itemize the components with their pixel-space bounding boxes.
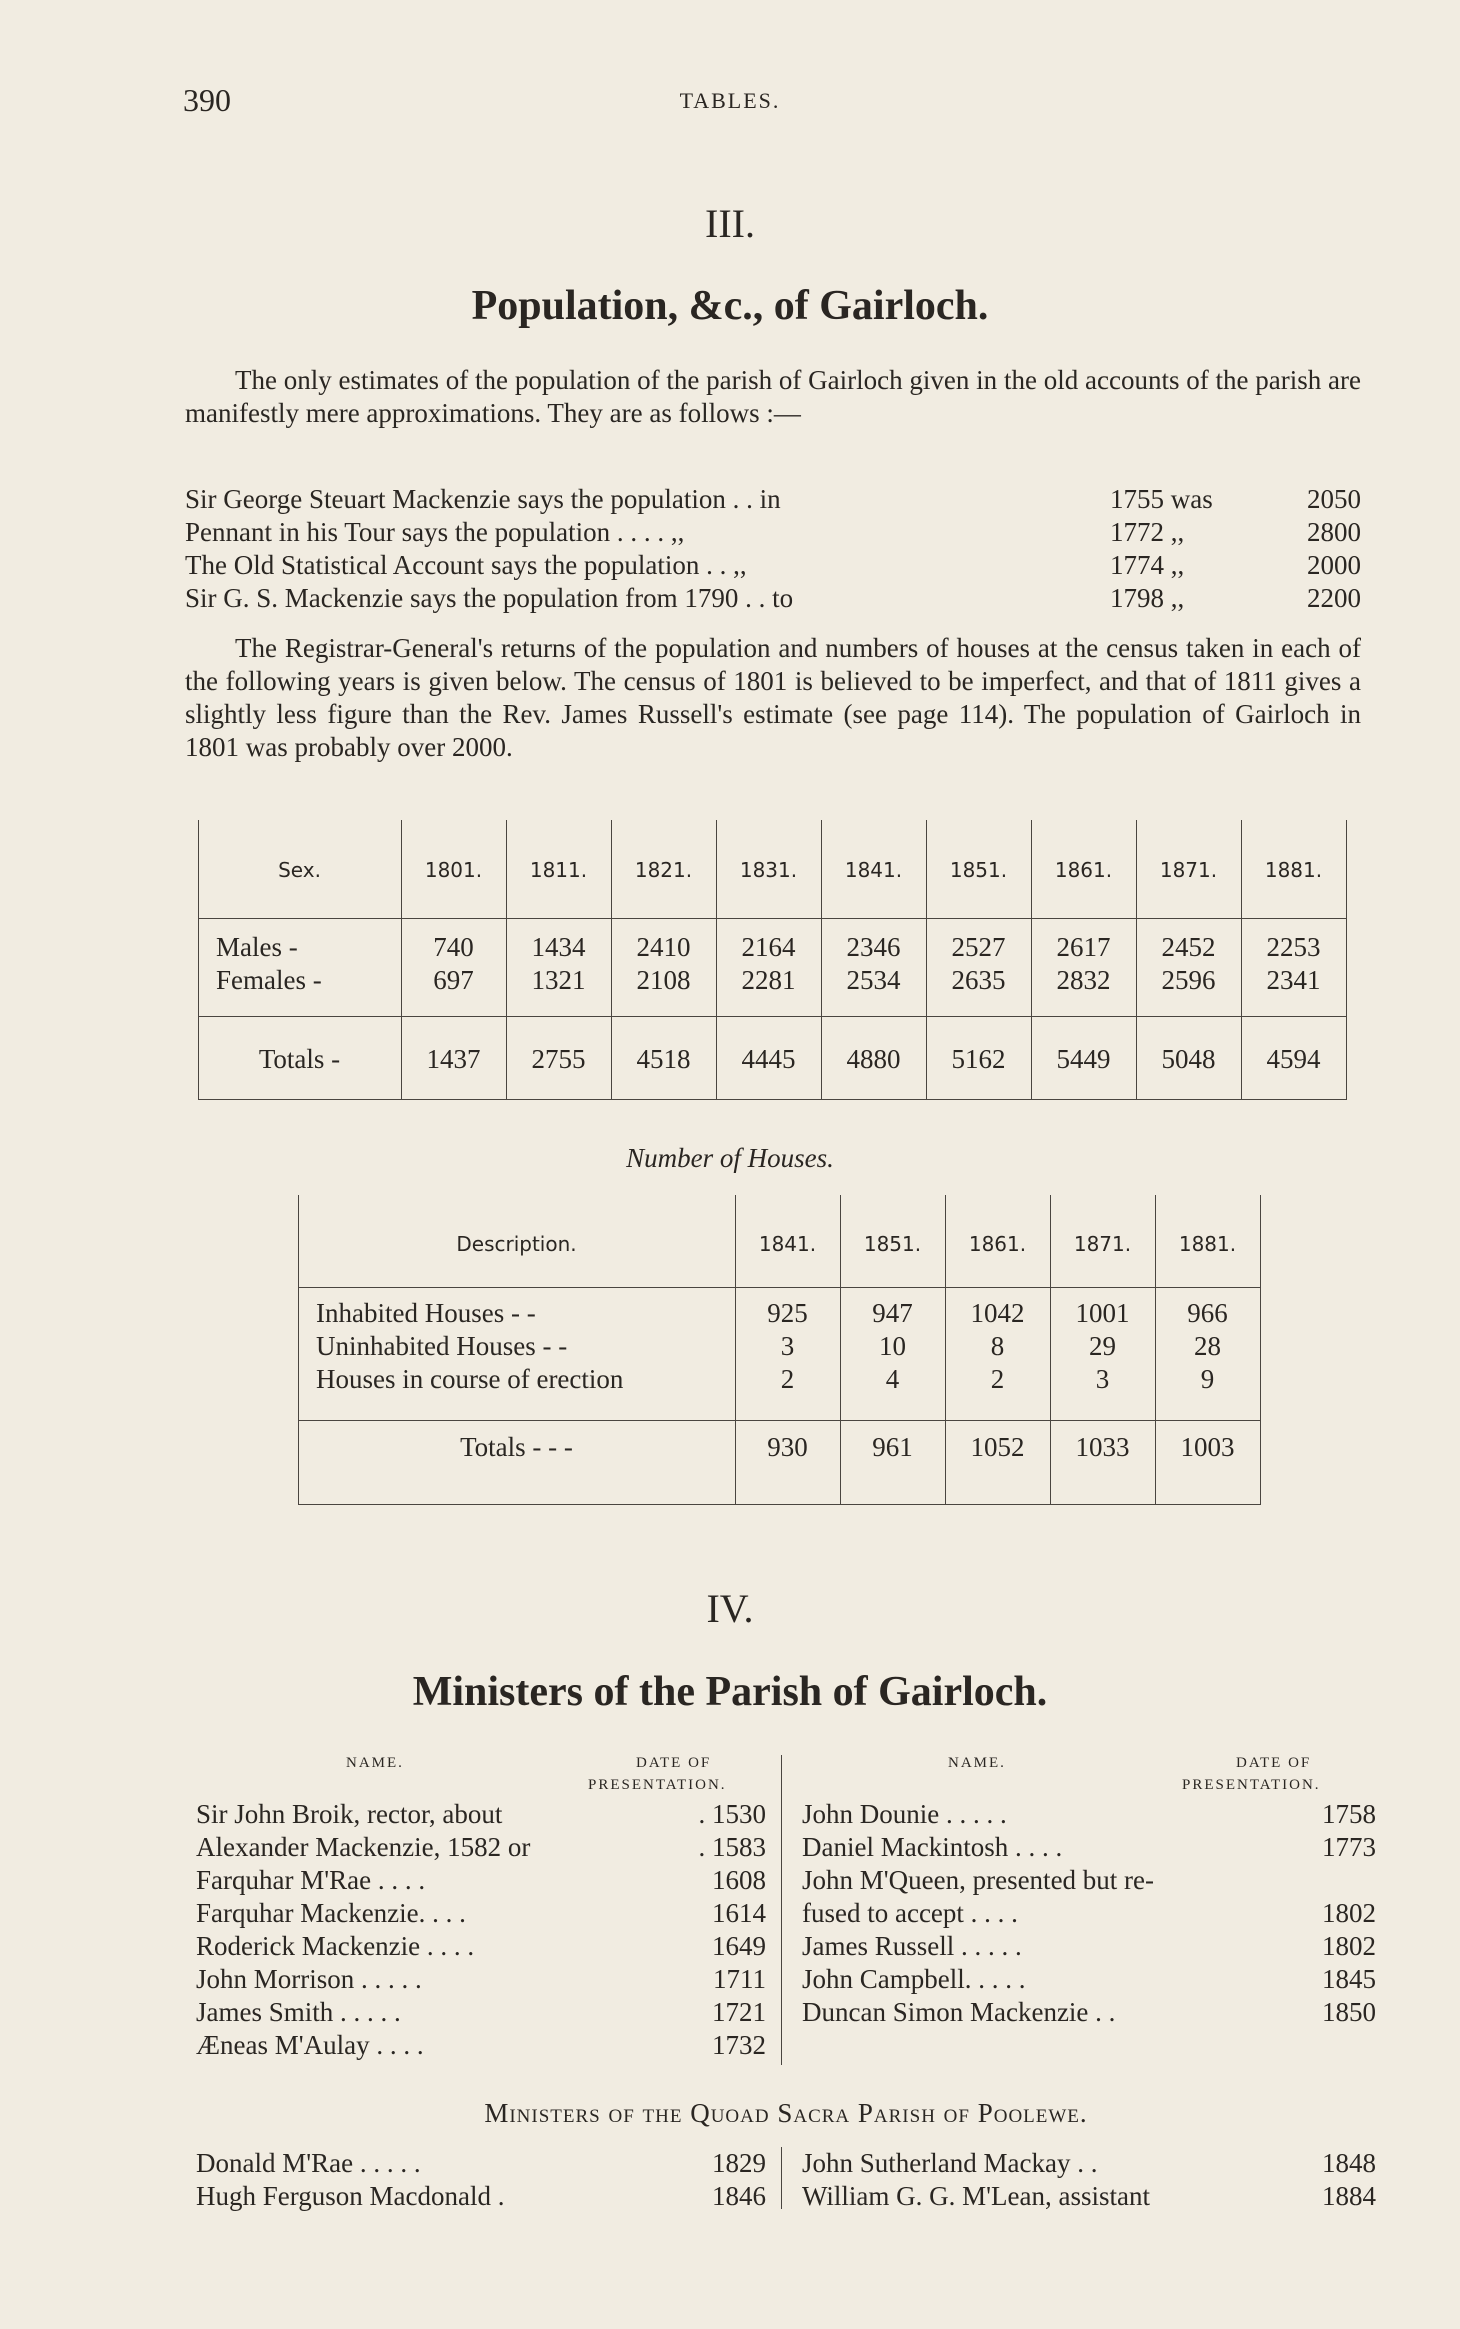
- minister-entry: [196, 1964, 766, 1997]
- table-cell: 2635: [951, 965, 1006, 995]
- table-cell: 925: [767, 1298, 808, 1328]
- table-cell: 2108: [636, 965, 691, 995]
- quoad-sacra-heading: Ministers of the Quoad Sacra Parish of Poolewe.: [484, 2098, 1088, 2128]
- census-paragraph: [185, 632, 1361, 764]
- table-header: 1861.: [968, 1232, 1027, 1256]
- table-header: 1831.: [739, 858, 798, 882]
- section-number: IV.: [706, 1586, 754, 1631]
- table-cell: 697: [433, 965, 474, 995]
- estimate-value: 2000: [1307, 550, 1361, 580]
- table-cell: 4518: [636, 1044, 691, 1074]
- table-cell: 5162: [951, 1044, 1006, 1074]
- section-title: Ministers of the Parish of Gairloch.: [412, 1669, 1048, 1715]
- estimate-label: The Old Statistical Account says the population . . ,,: [185, 550, 747, 580]
- estimate-label: Sir George Steuart Mackenzie says the population . . in: [185, 484, 781, 514]
- table-rule: [298, 1287, 1260, 1288]
- table-cell: 1042: [970, 1298, 1025, 1328]
- table-vline: [1260, 1195, 1261, 1505]
- table-cell: 2: [990, 1364, 1005, 1394]
- minister-entry: [196, 1931, 766, 1964]
- row-label: Uninhabited Houses - -: [316, 1331, 568, 1361]
- estimate-year: 1755 was: [1110, 484, 1213, 514]
- minister-entry: [196, 1832, 766, 1865]
- table-cell: 5449: [1056, 1044, 1111, 1074]
- table-cell: 1003: [1180, 1432, 1235, 1462]
- minister-date: 1829: [712, 2148, 766, 2178]
- minister-date: 1721: [712, 1997, 766, 2027]
- table-vline: [1346, 820, 1347, 1100]
- table-rule: [198, 918, 1346, 919]
- column-heading-date: DATE OF: [636, 1755, 712, 1771]
- totals-label: Totals - - -: [460, 1432, 573, 1462]
- column-heading-name: NAME.: [948, 1755, 1006, 1771]
- table-cell: 2: [780, 1364, 795, 1394]
- table-header: 1811.: [529, 858, 588, 882]
- table-header: 1871.: [1073, 1232, 1132, 1256]
- column-divider: [781, 2147, 782, 2209]
- table-cell: 2410: [636, 932, 691, 962]
- table-cell: 5048: [1161, 1044, 1216, 1074]
- table-header: 1821.: [634, 858, 693, 882]
- houses-caption: Number of Houses.: [626, 1143, 834, 1173]
- minister-name: Æneas M'Aulay . . . .: [196, 2030, 424, 2060]
- totals-label: Totals -: [258, 1044, 341, 1074]
- minister-date: 1608: [712, 1865, 766, 1895]
- minister-name: John Campbell. . . . .: [802, 1964, 1026, 1994]
- table-cell: 2527: [951, 932, 1006, 962]
- minister-entry: [196, 2148, 766, 2181]
- minister-name: James Smith . . . . .: [196, 1997, 401, 2027]
- estimate-row: [185, 550, 1361, 584]
- table-cell: 2617: [1056, 932, 1111, 962]
- population-table: [198, 820, 1355, 1100]
- minister-name: John Morrison . . . . .: [196, 1964, 422, 1994]
- table-cell: 2534: [846, 965, 901, 995]
- minister-entry: [196, 1799, 766, 1832]
- table-cell: 2755: [531, 1044, 586, 1074]
- minister-entry: [802, 2148, 1376, 2181]
- table-cell: 28: [1194, 1331, 1221, 1361]
- table-cell: 2164: [741, 932, 796, 962]
- table-cell: 961: [872, 1432, 913, 1462]
- estimate-value: 2200: [1307, 583, 1361, 613]
- table-cell: 1437: [426, 1044, 481, 1074]
- minister-date: 1758: [1322, 1799, 1376, 1829]
- minister-date: . 1530: [698, 1799, 766, 1829]
- minister-entry: [802, 1964, 1376, 1997]
- table-header: Sex.: [278, 858, 321, 882]
- column-heading-date: DATE OF: [1236, 1755, 1312, 1771]
- minister-date: 1850: [1322, 1997, 1376, 2027]
- estimate-year: 1798 ,,: [1110, 583, 1185, 613]
- minister-entry: [196, 2030, 766, 2063]
- table-cell: 2253: [1266, 932, 1321, 962]
- minister-name: Duncan Simon Mackenzie . .: [802, 1997, 1116, 2027]
- minister-name: fused to accept . . . .: [802, 1898, 1018, 1928]
- ministers-list: [196, 1755, 1376, 2235]
- minister-entry: [802, 1865, 1376, 1898]
- table-header: 1801.: [424, 858, 483, 882]
- table-cell: 10: [879, 1331, 906, 1361]
- table-rule: [198, 1099, 1346, 1100]
- table-header: 1881.: [1178, 1232, 1237, 1256]
- minister-date: 1884: [1322, 2181, 1376, 2211]
- table-cell: 2452: [1161, 932, 1216, 962]
- table-header: 1861.: [1054, 858, 1113, 882]
- minister-date: 1649: [712, 1931, 766, 1961]
- minister-date: 1846: [712, 2181, 766, 2211]
- minister-date: 1802: [1322, 1898, 1376, 1928]
- minister-entry: [196, 1997, 766, 2030]
- estimate-row: [185, 484, 1361, 518]
- minister-entry: [802, 1832, 1376, 1865]
- table-cell: 1033: [1075, 1432, 1130, 1462]
- minister-name: John Dounie . . . . .: [802, 1799, 1007, 1829]
- minister-name: John M'Queen, presented but re-: [802, 1865, 1155, 1895]
- minister-name: Daniel Mackintosh . . . .: [802, 1832, 1063, 1862]
- minister-date: 1802: [1322, 1931, 1376, 1961]
- table-header: 1881.: [1264, 858, 1323, 882]
- table-cell: 1052: [970, 1432, 1025, 1462]
- page-number: 390: [183, 82, 231, 118]
- table-cell: 2596: [1161, 965, 1216, 995]
- table-cell: 2341: [1266, 965, 1321, 995]
- minister-entry: [196, 1898, 766, 1931]
- minister-date: 1711: [713, 1964, 766, 1994]
- minister-name: Hugh Ferguson Macdonald .: [196, 2181, 505, 2211]
- table-cell: 740: [433, 932, 474, 962]
- table-header: 1841.: [844, 858, 903, 882]
- minister-entry: [802, 1898, 1376, 1931]
- intro-paragraph: [185, 364, 1361, 430]
- table-cell: 930: [767, 1432, 808, 1462]
- minister-entry: [196, 2181, 766, 2214]
- table-rule: [298, 1420, 1260, 1421]
- minister-entry: [196, 1865, 766, 1898]
- minister-name: Alexander Mackenzie, 1582 or: [196, 1832, 531, 1862]
- column-divider: [781, 1755, 782, 2065]
- row-label: Inhabited Houses - -: [316, 1298, 536, 1328]
- table-cell: 29: [1089, 1331, 1116, 1361]
- minister-date: 1845: [1322, 1964, 1376, 1994]
- estimate-row: [185, 583, 1361, 617]
- minister-date: 1732: [712, 2030, 766, 2060]
- minister-date: 1614: [712, 1898, 766, 1928]
- table-rule: [298, 1504, 1260, 1505]
- table-cell: 1001: [1075, 1298, 1130, 1328]
- table-cell: 2281: [741, 965, 796, 995]
- estimate-label: Sir G. S. Mackenzie says the population from 1790 . . to: [185, 583, 794, 613]
- minister-name: Farquhar M'Rae . . . .: [196, 1865, 426, 1895]
- table-cell: 4594: [1266, 1044, 1321, 1074]
- table-cell: 4880: [846, 1044, 901, 1074]
- minister-name: Sir John Broik, rector, about: [196, 1799, 503, 1829]
- table-header: 1841.: [758, 1232, 817, 1256]
- table-cell: 4445: [741, 1044, 796, 1074]
- table-cell: 2832: [1056, 965, 1111, 995]
- table-cell: 966: [1187, 1298, 1228, 1328]
- row-label: Males -: [216, 932, 298, 962]
- census-text: The Registrar-General's returns of the population and numbers of houses at the census taken in each of the following years is given below. The census of 1801 is believed to be imperfect, and that of 1811 gives a slightly less figure than the Rev. James Russell's estimate (see page 114). The population of Gairloch in 1801 was probably over 2000.: [185, 633, 1361, 762]
- column-heading-date: PRESENTATION.: [588, 1777, 727, 1793]
- section-number: III.: [705, 201, 755, 246]
- estimate-label: Pennant in his Tour says the population . . . . ,,: [185, 517, 685, 547]
- table-cell: 8: [990, 1331, 1005, 1361]
- minister-date: . 1583: [698, 1832, 766, 1862]
- table-cell: 1321: [531, 965, 586, 995]
- minister-entry: [802, 1931, 1376, 1964]
- table-header: 1851.: [863, 1232, 922, 1256]
- running-title: TABLES.: [679, 88, 781, 113]
- estimate-row: [185, 517, 1361, 551]
- column-heading-name: NAME.: [346, 1755, 404, 1771]
- table-header: 1851.: [949, 858, 1008, 882]
- table-cell: 947: [872, 1298, 913, 1328]
- minister-date: 1848: [1322, 2148, 1376, 2178]
- table-cell: 2346: [846, 932, 901, 962]
- table-cell: 3: [1095, 1364, 1110, 1394]
- houses-table: [298, 1195, 1263, 1505]
- row-label: Females -: [216, 965, 322, 995]
- section-title: Population, &c., of Gairloch.: [471, 283, 989, 329]
- minister-entry: [802, 1997, 1376, 2030]
- intro-text: The only estimates of the population of the parish of Gairloch given in the old accounts of the parish are manifestly mere approximations. They are as follows :—: [185, 365, 1361, 428]
- column-heading-date: PRESENTATION.: [1182, 1777, 1321, 1793]
- table-header: 1871.: [1159, 858, 1218, 882]
- table-cell: 3: [780, 1331, 795, 1361]
- estimate-value: 2050: [1307, 484, 1361, 514]
- table-cell: 4: [885, 1364, 900, 1394]
- minister-name: Donald M'Rae . . . . .: [196, 2148, 421, 2178]
- minister-name: Farquhar Mackenzie. . . .: [196, 1898, 466, 1928]
- estimate-year: 1774 ,,: [1110, 550, 1185, 580]
- minister-name: Roderick Mackenzie . . . .: [196, 1931, 475, 1961]
- minister-name: James Russell . . . . .: [802, 1931, 1022, 1961]
- minister-name: John Sutherland Mackay . .: [802, 2148, 1098, 2178]
- table-header: Description.: [456, 1232, 577, 1256]
- minister-entry: [802, 1799, 1376, 1832]
- row-label: Houses in course of erection: [316, 1364, 624, 1394]
- table-cell: 9: [1200, 1364, 1215, 1394]
- minister-date: 1773: [1322, 1832, 1376, 1862]
- minister-name: William G. G. M'Lean, assistant: [802, 2181, 1150, 2211]
- table-cell: 1434: [531, 932, 586, 962]
- minister-entry: [802, 2181, 1376, 2214]
- estimate-year: 1772 ,,: [1110, 517, 1185, 547]
- estimate-value: 2800: [1307, 517, 1361, 547]
- table-rule: [198, 1016, 1346, 1017]
